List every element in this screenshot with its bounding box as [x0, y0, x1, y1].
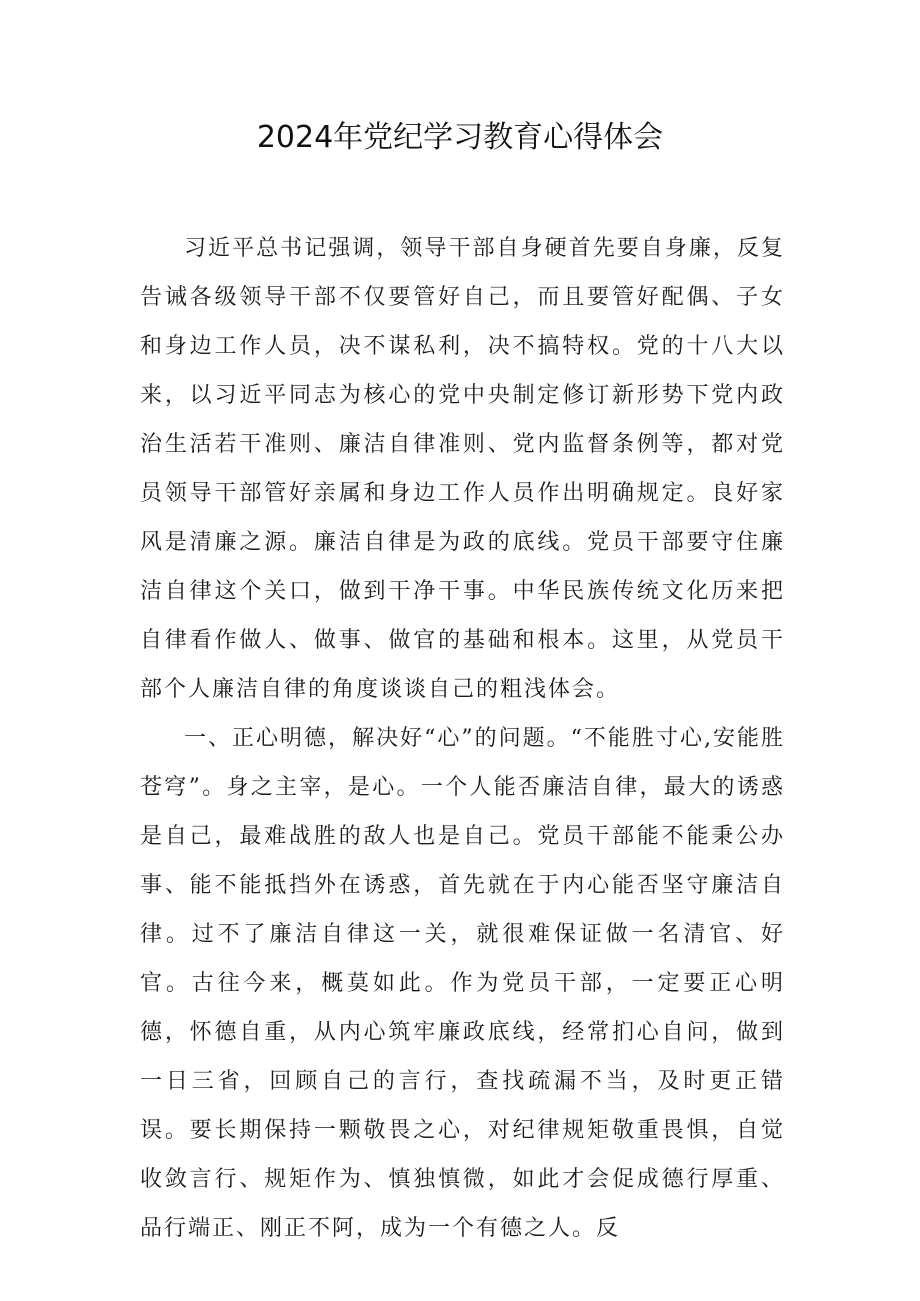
paragraph-intro: 习近平总书记强调，领导干部自身硬首先要自身廉，反复告诫各级领导干部不仅要管好自己，而且要管好配偶、子女和身边工作人员，决不谋私利，决不搞特权。党的十八大以来，以习近平同志为核心的党中央制定修订新形势下党内政治生活若干准则、廉洁自律准则、党内监督条例等，都对党员领导干部管好亲属和身边工作人员作出明确规定。良好家风是清廉之源。廉洁自律是为政的底线。党员干部要守住廉洁自律这个关口，做到干净干事。中华民族传统文化历来把自律看作做人、做事、做官的基础和根本。这里，从党员干部个人廉洁自律的角度谈谈自己的粗浅体会。	[140, 236, 785, 702]
paragraph-section-one: 一、正心明德，解决好“心”的问题。“不能胜寸心,安能胜苍穹”。身之主宰，是心。一个人能否廉洁自律，最大的诱惑是自己，最难战胜的敌人也是自己。党员干部能不能秉公办事、能不能抵挡外在诱惑，首先就在于内心能否坚守廉洁自律。过不了廉洁自律这一关，就很难保证做一名清官、好官。古往今来，概莫如此。作为党员干部，一定要正心明德，怀德自重，从内心筑牢廉政底线，经常扪心自问，做到一日三省，回顾自己的言行，查找疏漏不当，及时更正错误。要长期保持一颗敬畏之心，对纪律规矩敬重畏惧，自觉收敛言行、规矩作为、慎独慎微，如此才会促成德行厚重、品行端正、刚正不阿，成为一个有德之人。反	[140, 726, 785, 1241]
document-body	[140, 224, 785, 1253]
document-title: 2024年党纪学习教育心得体会	[256, 120, 664, 155]
